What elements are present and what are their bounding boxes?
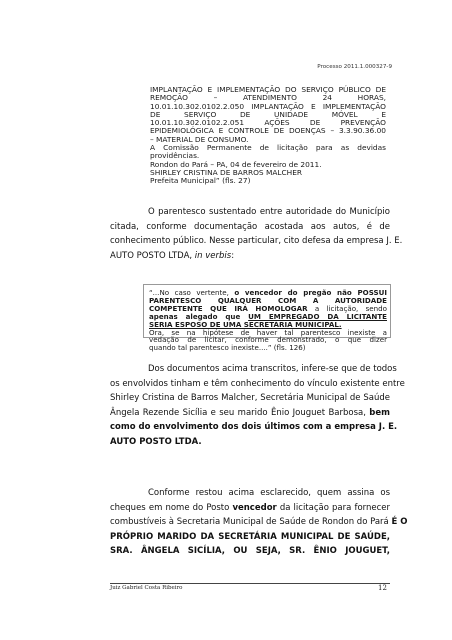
process-number: Processo 2011.1.000327-9 [317, 64, 392, 70]
quote-line: 10.01.10.302.0102.2.050 IMPLANTAÇÃO E IMPLEMENTAÇÃO [150, 101, 386, 111]
bold-text: É O [391, 517, 408, 527]
bold-text: PRÓPRIO MARIDO DA SECRETÁRIA MUNICIPAL DE SAÚDE, [110, 531, 390, 542]
text-line: Dos documentos acima transcritos, infere-se que de todos [148, 364, 397, 374]
quote-line: REMOÇÃO – ATENDIMENTO 24 HORAS, [150, 93, 386, 103]
italic-text: in verbis [194, 250, 232, 261]
text-line: cheques em nome do Posto [110, 502, 233, 513]
quote-line: SHIRLEY CRISTINA DE BARROS MALCHER [150, 167, 303, 177]
text-line: combustíveis à Secretaria Municipal de Saúde de Rondon do Pará [110, 517, 392, 527]
text-line: conhecimento público. Nesse particular, cito defesa da empresa J. E. [110, 236, 403, 246]
quote-bold-text: COMPETENTE QUE IRÁ HOMOLOGAR [149, 303, 308, 313]
paragraph-documents [110, 362, 405, 449]
text-line: O parentesco sustentado entre autoridade do Município [148, 207, 390, 217]
quote-line: Prefeita Municipal” (fls. 27) [150, 176, 251, 186]
page-number: 12 [378, 584, 387, 592]
quote-line: A Comissão Permanente de licitação para as devidas [150, 143, 386, 153]
bold-text: bem [369, 407, 390, 418]
paragraph-cheques [110, 486, 408, 559]
footer-author: Juiz Gabriel Costa Ribeiro [110, 585, 183, 591]
quote-text: “...No caso vertente, [149, 288, 235, 297]
text-line: os envolvidos tinham e têm conhecimento do vínculo existente entre [110, 378, 405, 389]
quote-line: EPIDEMIOLÓGICA E CONTROLE DE DOENÇAS – 3.3.90.36.00 [150, 126, 386, 136]
bold-text: SRA. ÂNGELA SICÍLIA, OU SEJA, SR. ÊNIO JOUGUET, [110, 546, 390, 556]
quote-underlined-text: UM EMPREGADO DA LICITANTE [248, 311, 387, 321]
text-line: citada, conforme documentação acostada aos autos, é de [110, 221, 390, 232]
quote-bold-text: o vencedor do pregão não POSSUI [234, 288, 388, 297]
quote-line: Rondon do Pará – PA, 04 de fevereiro de 2011. [150, 159, 322, 169]
text-line: da licitação para fornecer [276, 502, 390, 513]
bold-text: como do envolvimento dos dois últimos com a empresa J. E. [110, 422, 398, 432]
quote-line: DE SERVIÇO DE UNIDADE MÓVEL E [150, 109, 386, 119]
quote-line: 10.01.10.302.0102.2.051 AÇÕES DE PREVENÇÃO [150, 118, 386, 128]
quoted-order [150, 86, 386, 186]
quote-bold-text: PARENTESCO QUALQUER COM A AUTORIDADE [149, 295, 387, 305]
quote-text: vedação de licitar, conforme demonstrado, o que dizer [149, 335, 387, 345]
text-line: Shirley Cristina de Barros Malcher, Secretária Municipal de Saúde [110, 393, 390, 403]
footer-divider [110, 583, 390, 584]
bold-text: AUTO POSTO LTDA. [110, 436, 202, 447]
quote-underlined-text: SERIA ESPOSO DE UMA SECRETÁRIA MUNICIPAL. [149, 319, 342, 329]
quote-text: a licitação, sendo [307, 303, 387, 313]
text-line: AUTO POSTO LTDA, [110, 250, 195, 261]
quote-bold-text: apenas alegado que [149, 311, 249, 321]
text-line: Conforme restou acima esclarecido, quem assina os [148, 488, 390, 498]
quote-line: providências. [150, 151, 200, 161]
quote-line: IMPLANTAÇÃO E IMPLEMENTAÇÃO DO SERVIÇO PÚBLICO DE [150, 85, 386, 94]
text-line: Ângela Rezende Sicília e seu marido Ênio Jouguet Barbosa, [110, 407, 370, 418]
quote-line: – MATERIAL DE CONSUMO. [150, 134, 249, 144]
quoted-defense [149, 289, 387, 352]
bold-text: vencedor [232, 502, 277, 513]
quote-text: quando tal parentesco inexiste....” (fls. 126) [149, 343, 306, 353]
paragraph-parentesco [110, 205, 403, 263]
text-line: : [231, 250, 235, 261]
quote-text: Ora, se na hipótese de haver tal parentesco inexiste a [149, 327, 387, 337]
